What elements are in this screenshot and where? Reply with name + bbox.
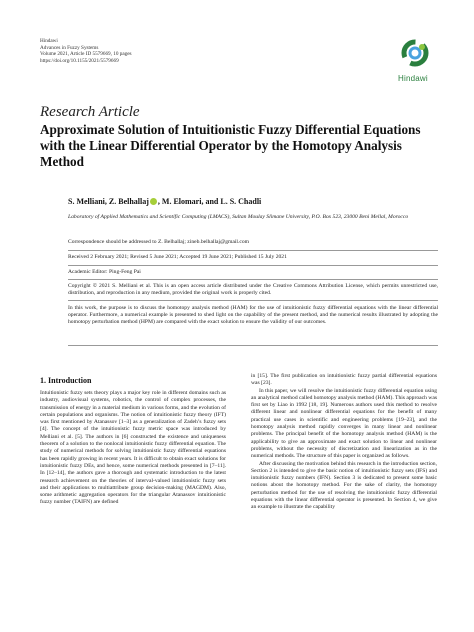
author-list [68, 197, 261, 206]
correspondence: Correspondence should be addressed to Z. Belhallaj; zineb.belhallaj@gmail.com [68, 239, 249, 245]
section-heading: 1. Introduction [40, 376, 92, 385]
article-title: Approximate Solution of Intuitionistic Fuzzy Differential Equations with the Linear Differential Operator by the Homotopy Analysis Method [40, 122, 421, 169]
academic-editor: Academic Editor: Ping-Feng Pai [68, 269, 141, 275]
abstract: In this work, the purpose is to discuss the homotopy analysis method (HAM) for the use of intuitionistic fuzzy differential equations with the linear differential operator. Furthermore, a numerical example is presented to shed light on the capability of the present method, and the numerical results illustrated by adopting the homotopy perturbation method (HPM) are compared with the exact solution to ensure the validity of our outcomes. [68, 305, 438, 326]
license-text: Copyright © 2021 S. Melliani et al. This is an open access article distributed under the Creative Commons Attribution License, which permits unrestricted use, distribution, and reproduction in any medium, provided the original work is properly cited. [68, 283, 438, 297]
affiliation: Laboratory of Applied Mathematics and Scientific Computing (LMACS), Sultan Moulay Slimane University, P.O. Box 523, 23000 Beni Mellal, Morocco [68, 214, 409, 220]
authors-first: S. Melliani, Z. Belhallaj [68, 197, 149, 206]
divider [68, 250, 438, 251]
paragraph: After discussing the motivation behind this research in the introduction section, Section 2 is intended to give the basic notion of intuitionistic fuzzy sets (IFS) and intuitionistic fuzzy numbers (IFN). Section 3 is dedicated to present some basic notions about the homotopy method. For the sake of clarity, the homotopy perturbation method for the use of resolving the intuitionistic fuzzy differential equations with the linear differential operator is presented. In Section 4, we give an example to illustrate the capability [251, 460, 437, 511]
journal-info [40, 38, 132, 64]
journal-publisher: Hindawi [40, 38, 58, 44]
body-column-left [40, 390, 226, 507]
divider [68, 345, 438, 346]
authors-rest: , M. Elomari, and L. S. Chadli [157, 197, 262, 206]
journal-volume: Volume 2021, Article ID 5579669, 10 pages [40, 51, 132, 58]
journal-name: Advances in Fuzzy Systems [40, 44, 99, 51]
publisher-logo-text: Hindawi [398, 74, 428, 83]
article-type: Research Article [40, 104, 140, 120]
divider [68, 300, 438, 301]
paragraph: in [15]. The first publication on intuitionistic fuzzy partial differential equations was [23]. [251, 373, 437, 387]
journal-doi[interactable]: https://doi.org/10.1155/2021/5579669 [40, 57, 119, 64]
article-dates: Received 2 February 2021; Revised 5 June 2021; Accepted 19 June 2021; Published 15 July 2021 [68, 254, 287, 260]
orcid-icon[interactable] [150, 198, 157, 205]
body-column-right [251, 373, 437, 512]
paragraph: In this paper, we will resolve the intuitionistic fuzzy differential equation using an analytical method called homotopy analysis method (HAM). This approach was first set by Liao in 1992 [18, 19]. Numerous authors used this method to resolve different linear and nonlinear differential equations for the benefit of many practical use cases in scientific and engineering problems [19–23], and the homotopy analysis method rapidly converges in many linear and nonlinear problems. The principal benefit of the homotopy analysis method (HAM) is the applicability to give an approximate and exact solution to linear and nonlinear problems, without the necessity of discretization and linearization as in the numerical methods. The structure of this paper is organized as follows. [251, 387, 437, 460]
paragraph: Intuitionistic fuzzy sets theory plays a major key role in different domains such as industry, audiovisual systems, robotics, the control of complex processes, the transmission of energy in a material medium in various forms, and the evolution of certain populations and organisms. The notion of intuitionistic fuzzy theory (IFT) was first mentioned by Atanassov [1–3] as a generalization of Zadeh’s fuzzy sets [4]. The concept of the intuitionistic fuzzy metric space was introduced by Melliani et al. [5]. The authors in [6] constructed the existence and uniqueness theorem of a solution to the nonlocal intuitionistic fuzzy differential equation. The study of numerical methods for solving intuitionistic fuzzy differential equations has been rapidly growing in recent years. It is difficult to obtain exact solutions for intuitionistic fuzzy DEs, and hence, some numerical methods presented in [7–11]. In [12–14], the authors gave a thorough and systematic introduction to the latest research achievement on the theories of interval-valued intuitionistic fuzzy sets and their applications to multiattribute group decision-making (MAGDM). Also, some arithmetic aggregation operators for the triangular Atanassov intuitionistic fuzzy number (TAIFN) are defined [40, 390, 226, 506]
divider [68, 265, 438, 266]
divider [68, 279, 438, 280]
